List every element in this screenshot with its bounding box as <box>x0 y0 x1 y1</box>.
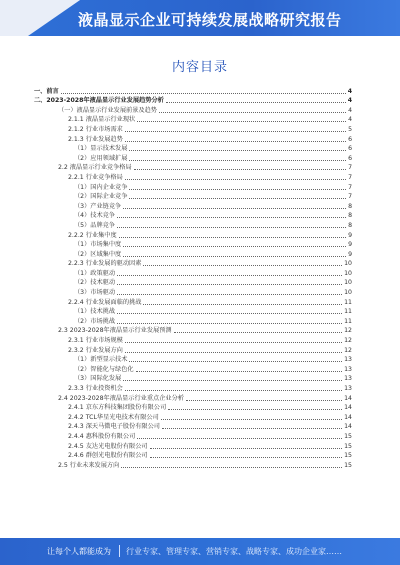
toc-entry-page: 5 <box>348 125 352 133</box>
toc-entry-label: 一、前言 <box>34 87 59 95</box>
toc-leader-dots <box>117 274 342 276</box>
toc-entry[interactable] <box>34 335 352 345</box>
toc-entry[interactable] <box>34 249 352 259</box>
toc-leader-dots <box>117 322 342 324</box>
toc-leader-dots <box>117 312 342 314</box>
toc-entry-page: 15 <box>344 432 352 440</box>
toc-entry-page: 13 <box>344 365 352 373</box>
page-header <box>0 0 400 38</box>
toc-entry[interactable] <box>34 259 352 269</box>
toc-entry-page: 10 <box>344 260 352 268</box>
toc-entry-label: （3）国际化发展 <box>74 375 122 383</box>
toc-leader-dots <box>134 168 346 170</box>
toc-entry-page: 10 <box>344 279 352 287</box>
toc-entry-label: 2.4.3 深天马微电子股份有限公司 <box>68 423 160 431</box>
toc-entry-page: 6 <box>348 145 352 153</box>
toc-entry-label: 2.4.4 惠科股份有限公司 <box>68 432 136 440</box>
toc-entry[interactable] <box>34 144 352 154</box>
toc-entry-label: 2.1.3 行业发展趋势 <box>68 135 123 143</box>
toc-entry-page: 6 <box>348 154 352 162</box>
toc-entry[interactable] <box>34 412 352 422</box>
toc-leader-dots <box>123 207 346 209</box>
toc-entry-page: 15 <box>344 442 352 450</box>
toc-leader-dots <box>129 197 346 199</box>
toc-entry[interactable] <box>34 451 352 461</box>
toc-leader-dots <box>159 111 346 113</box>
toc-leader-dots <box>125 130 346 132</box>
toc-entry[interactable] <box>34 316 352 326</box>
toc-leader-dots <box>137 120 346 122</box>
toc-entry-label: 2.3.2 行业发展方向 <box>68 346 123 354</box>
toc-leader-dots <box>119 236 346 238</box>
toc-entry[interactable] <box>34 211 352 221</box>
toc-entry-page: 4 <box>348 116 352 124</box>
toc-entry[interactable] <box>34 201 352 211</box>
toc-entry-label: 2.2 液晶显示行业竞争格局 <box>58 164 132 172</box>
footer-slogan-right: 行业专家、管理专家、营销专家、战略专家、成功企业家…… <box>126 547 342 556</box>
toc-entry-page: 12 <box>344 346 352 354</box>
toc-entry[interactable] <box>34 230 352 240</box>
toc-leader-dots <box>129 360 342 362</box>
toc-entry-page: 6 <box>348 135 352 143</box>
toc-entry-page: 4 <box>347 97 352 105</box>
toc-entry-label: 2.2.3 行业发展的驱动因素 <box>68 260 142 268</box>
toc-entry-page: 7 <box>348 164 352 172</box>
toc-entry[interactable] <box>34 374 352 384</box>
toc-leader-dots <box>61 92 346 94</box>
toc-leader-dots <box>137 437 342 439</box>
toc-entry[interactable] <box>34 287 352 297</box>
toc-leader-dots <box>117 283 342 285</box>
toc-entry-page: 11 <box>344 317 352 325</box>
toc-entry-label: （1）国内企业竞争 <box>74 183 128 191</box>
toc-entry-page: 15 <box>344 461 352 469</box>
toc-entry-label: 2.3.3 行业投资机会 <box>68 385 123 392</box>
toc-entry-page: 9 <box>348 231 352 239</box>
toc-entry[interactable] <box>34 460 352 470</box>
toc-entry-label: （2）区域集中度 <box>74 250 122 258</box>
toc-leader-dots <box>129 188 346 190</box>
toc-leader-dots <box>162 427 342 429</box>
toc-leader-dots <box>123 255 346 257</box>
toc-entry-label: （3）产业链竞争 <box>74 202 122 210</box>
toc-leader-dots <box>166 101 346 103</box>
toc-entry-page: 7 <box>348 173 352 181</box>
toc-entry-page: 12 <box>344 327 352 335</box>
toc-entry-page: 13 <box>344 375 352 383</box>
toc-entry-page: 9 <box>348 250 352 258</box>
toc-entry-page: 11 <box>344 298 352 306</box>
toc-entry-page: 10 <box>344 289 352 297</box>
toc-entry-label: （1）显示技术发展 <box>74 145 128 153</box>
toc-entry-label: （一）液晶显示行业发展前景及趋势 <box>58 106 157 114</box>
toc-entry[interactable] <box>34 326 352 336</box>
toc-leader-dots <box>117 226 346 228</box>
toc-entry[interactable] <box>34 240 352 250</box>
toc-entry[interactable] <box>34 355 352 365</box>
toc-entry-page: 11 <box>344 308 352 316</box>
toc-entry[interactable] <box>34 383 352 393</box>
toc-leader-dots <box>174 331 343 333</box>
toc-leader-dots <box>143 264 342 266</box>
table-of-contents <box>34 86 352 470</box>
toc-entry-page: 13 <box>344 356 352 364</box>
toc-entry-page: 9 <box>348 241 352 249</box>
toc-leader-dots <box>150 447 343 449</box>
toc-entry-label: 2.4.6 群创光电股份有限公司 <box>68 452 148 460</box>
toc-entry[interactable] <box>34 403 352 413</box>
toc-entry[interactable] <box>34 163 352 173</box>
toc-leader-dots <box>125 389 342 391</box>
toc-entry-page: 7 <box>348 193 352 201</box>
toc-entry-label: （2）应用领域扩展 <box>74 154 128 162</box>
toc-entry[interactable] <box>34 86 352 96</box>
toc-entry-page: 14 <box>344 423 352 431</box>
toc-entry-label: 2.4.5 友达光电股份有限公司 <box>68 442 148 450</box>
toc-leader-dots <box>129 149 346 151</box>
toc-leader-dots <box>168 408 342 410</box>
toc-entry-label: 2.2.1 行业竞争格局 <box>68 173 123 181</box>
toc-entry[interactable] <box>34 393 352 403</box>
toc-entry-page: 4 <box>347 87 352 95</box>
toc-leader-dots <box>117 216 346 218</box>
toc-entry-page: 10 <box>344 269 352 277</box>
toc-entry-label: 2.3 2023-2028年液晶显示行业发展预测 <box>58 327 172 335</box>
page-footer <box>0 538 400 565</box>
toc-entry[interactable] <box>34 441 352 451</box>
toc-entry-label: 2.5 行业未来发展方向 <box>58 461 120 469</box>
toc-leader-dots <box>123 379 342 381</box>
toc-entry[interactable] <box>34 422 352 432</box>
toc-entry-label: （1）新型显示技术 <box>74 356 128 364</box>
toc-leader-dots <box>125 178 346 180</box>
toc-entry-page: 14 <box>344 413 352 421</box>
toc-entry[interactable] <box>34 115 352 125</box>
toc-entry-page: 7 <box>348 183 352 191</box>
toc-entry-label: （1）政策驱动 <box>74 269 116 277</box>
toc-entry-page: 14 <box>344 404 352 412</box>
toc-entry-label: 2.1.1 液晶显示行业现状 <box>68 116 136 124</box>
toc-entry-page: 8 <box>348 212 352 220</box>
toc-entry[interactable] <box>34 124 352 134</box>
toc-entry-page: 13 <box>344 385 352 392</box>
toc-leader-dots <box>143 303 342 305</box>
toc-entry[interactable] <box>34 364 352 374</box>
toc-entry-label: 二、2023-2028年液晶显示行业发展趋势分析 <box>34 97 164 105</box>
toc-entry[interactable] <box>34 431 352 441</box>
toc-entry-label: 2.4.1 京东方科技集团股份有限公司 <box>68 404 167 412</box>
toc-entry-label: （2）国际企业竞争 <box>74 193 128 201</box>
footer-divider <box>119 545 120 557</box>
toc-leader-dots <box>136 370 343 372</box>
toc-entry-page: 15 <box>344 452 352 460</box>
toc-entry-page: 12 <box>344 337 352 345</box>
toc-entry-label: （2）智能化与绿色化 <box>74 365 134 373</box>
toc-entry[interactable] <box>34 278 352 288</box>
toc-leader-dots <box>186 399 342 401</box>
toc-entry-label: 2.2.2 行业集中度 <box>68 231 117 239</box>
toc-leader-dots <box>123 245 346 247</box>
toc-entry[interactable] <box>34 105 352 115</box>
toc-entry-label: 2.4 2023-2028年液晶显示行业重点企业分析 <box>58 394 184 402</box>
toc-entry[interactable] <box>34 192 352 202</box>
toc-entry-label: （1）市场集中度 <box>74 241 122 249</box>
toc-leader-dots <box>125 341 342 343</box>
toc-entry-label: 2.2.4 行业发展面临的挑战 <box>68 298 142 306</box>
toc-leader-dots <box>125 351 342 353</box>
toc-leader-dots <box>125 140 346 142</box>
toc-entry-label: （4）技术竞争 <box>74 212 116 220</box>
toc-entry[interactable] <box>34 297 352 307</box>
toc-entry[interactable] <box>34 172 352 182</box>
toc-entry[interactable] <box>34 182 352 192</box>
toc-entry-label: 2.4.2 TCL华星光电技术有限公司 <box>68 413 159 421</box>
toc-entry-label: 2.3.1 行业市场规模 <box>68 337 123 345</box>
footer-slogan-left: 让每个人都能成为 <box>47 547 111 556</box>
toc-entry[interactable] <box>34 345 352 355</box>
toc-entry-page: 4 <box>348 106 352 114</box>
toc-entry-page: 8 <box>348 221 352 229</box>
toc-entry-label: 2.1.2 行业市场需求 <box>68 125 123 133</box>
toc-entry-page: 14 <box>344 394 352 402</box>
toc-entry-label: （2）市场挑战 <box>74 317 116 325</box>
toc-entry-label: （3）市场驱动 <box>74 289 116 297</box>
toc-entry[interactable] <box>34 96 352 106</box>
toc-entry-label: （2）技术驱动 <box>74 279 116 287</box>
toc-leader-dots <box>129 159 346 161</box>
toc-leader-dots <box>161 418 342 420</box>
toc-leader-dots <box>121 466 342 468</box>
toc-entry[interactable] <box>34 220 352 230</box>
toc-leader-dots <box>150 456 343 458</box>
toc-leader-dots <box>117 293 342 295</box>
toc-entry[interactable] <box>34 268 352 278</box>
toc-entry[interactable] <box>34 153 352 163</box>
report-title: 液晶显示企业可持续发展战略研究报告 <box>78 11 342 29</box>
toc-entry-label: （5）品牌竞争 <box>74 221 116 229</box>
toc-entry[interactable] <box>34 307 352 317</box>
toc-entry[interactable] <box>34 134 352 144</box>
toc-title: 内容目录 <box>171 60 228 75</box>
toc-entry-label: （1）技术挑战 <box>74 308 116 316</box>
toc-entry-page: 8 <box>348 202 352 210</box>
